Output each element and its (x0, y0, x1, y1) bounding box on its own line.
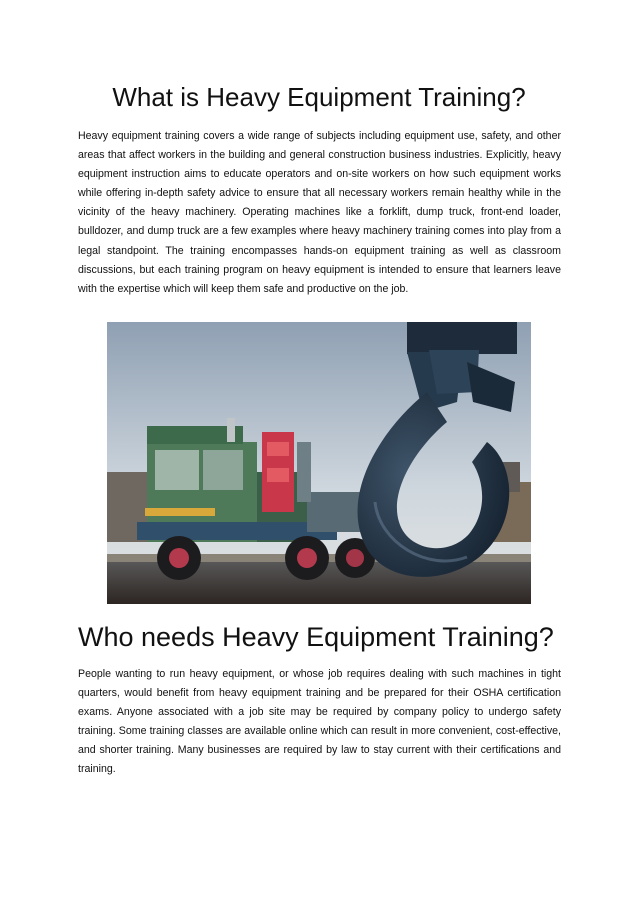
section-title-who-needs: Who needs Heavy Equipment Training? (78, 622, 554, 652)
section-title-what-is: What is Heavy Equipment Training? (112, 82, 526, 112)
section-paragraph-what-is: Heavy equipment training covers a wide range of subjects including equipment use, safety, and other areas that affect workers in the building and general construction business industries. Explicitly, heavy equipment instruction aims to educate operators and on-site workers on how such equipment works while offering in-depth safety advice to ensure that all necessary workers remain healthy while in the vicinity of the heavy machinery. Operating machines like a forklift, dump truck, front-end loader, bulldozer, and dump truck are a few examples where heavy machinery training comes into play from a legal standpoint. The training encompasses hands-on equipment training as well as classroom discussions, but each training program on heavy equipment is intended to ensure that learners leave with the expertise which will keep them safe and productive on the job. (78, 130, 561, 295)
section-paragraph-who-needs: People wanting to run heavy equipment, or whose job requires dealing with such machines in tight quarters, would benefit from heavy equipment training and be prepared for their OSHA certification exams. Anyone associated with a job site may be required by company policy to undergo safety training. Some training classes are available online which can result in more convenient, cost-effective, and shorter training. Many businesses are required by law to stay current with their certifications and training. (78, 668, 561, 776)
truck-hook-photo (107, 322, 531, 604)
